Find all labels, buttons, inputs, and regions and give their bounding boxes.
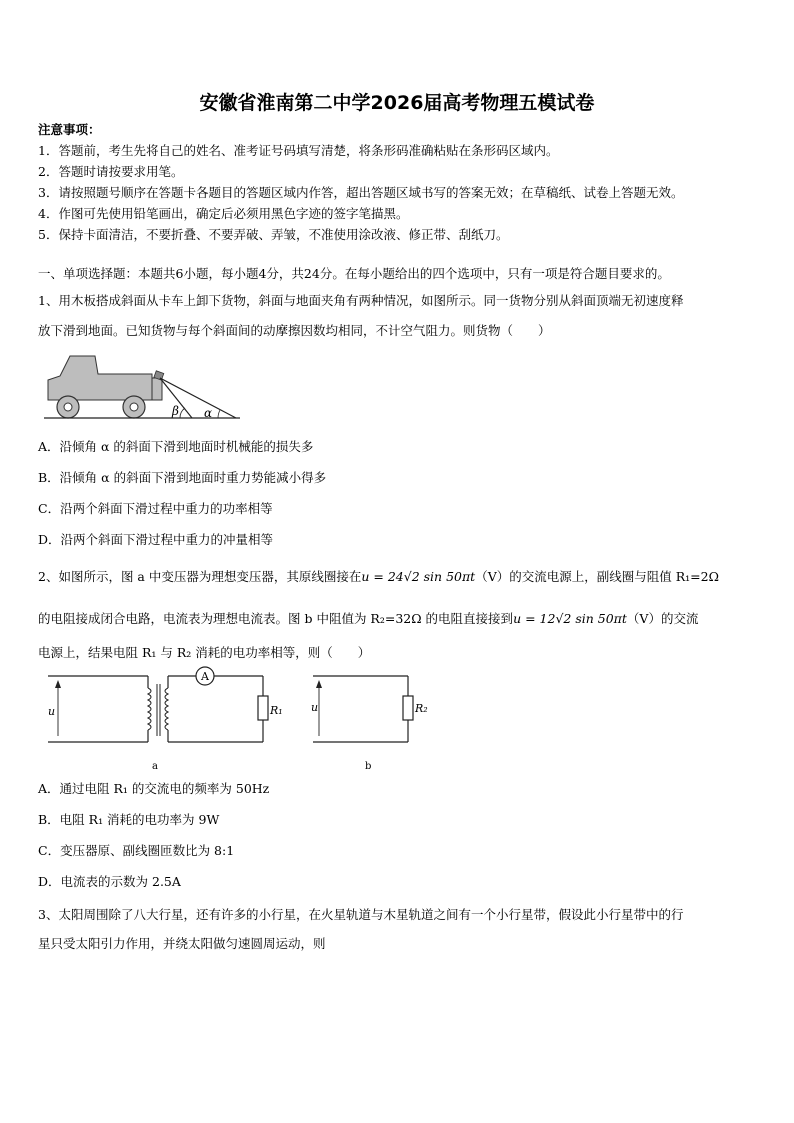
r1-label: R₁ (270, 704, 283, 717)
option-c: C．沿两个斜面下滑过程中重力的功率相等 (38, 501, 273, 516)
option-d: D．沿两个斜面下滑过程中重力的冲量相等 (38, 532, 274, 547)
truck-incline-figure (40, 352, 245, 424)
section-heading: 一、单项选择题：本题共6小题，每小题4分，共24分。在每小题给出的四个选项中，只有一项是符合题目要求的。 (38, 266, 670, 281)
figure-caption-b: b (365, 761, 372, 772)
notice-item: 4．作图可先使用铅笔画出，确定后必须用黑色字迹的签字笔描黑。 (38, 206, 409, 221)
question-1-stem: 1、用木板搭成斜面从卡车上卸下货物，斜面与地面夹角有两种情况，如图所示。同一货物分别从斜面顶端无初速度释 (38, 293, 684, 308)
question-2-stem: 电源上，结果电阻 R₁ 与 R₂ 消耗的电功率相等，则（ ） (38, 645, 371, 660)
voltage-label: u (311, 701, 319, 714)
r2-label: R₂ (415, 702, 428, 715)
figure-caption-a: a (152, 761, 158, 772)
ammeter-label: A (201, 670, 209, 683)
notice-heading: 注意事项： (38, 122, 101, 137)
notice-item: 3．请按照题号顺序在答题卡各题目的答题区域内作答，超出答题区域书写的答案无效；在草稿纸、试卷上答题无效。 (38, 185, 684, 200)
notice-item: 2．答题时请按要求用笔。 (38, 164, 184, 179)
voltage-label: u (48, 705, 56, 718)
notice-item: 1．答题前，考生先将自己的姓名、准考证号码填写清楚，将条形码准确粘贴在条形码区域内。 (38, 143, 559, 158)
question-2-stem (38, 569, 719, 585)
resistor-circuit-figure (305, 668, 445, 772)
voltage-formula: u = 24√2 sin 50πt (361, 569, 476, 584)
question-2-stem (38, 611, 698, 627)
question-3-stem: 3、太阳周围除了八大行星，还有许多的小行星，在火星轨道与木星轨道之间有一个小行星带，假设此小行星带中的行 (38, 907, 684, 922)
stem-text: 的电阻接成闭合电路，电流表为理想电流表。图 b 中阻值为 R₂=32Ω 的电阻直接接到 (38, 611, 514, 626)
stem-text: （V）的交流电源上，副线圈与阻值 R₁=2Ω (475, 569, 719, 584)
stem-text: 2、如图所示，图 a 中变压器为理想变压器，其原线圈接在 (38, 569, 362, 584)
option-b: B．沿倾角 α 的斜面下滑到地面时重力势能减小得多 (38, 470, 327, 485)
beta-label: β (172, 404, 179, 418)
question-1-stem: 放下滑到地面。已知货物与每个斜面间的动摩擦因数均相同，不计空气阻力。则货物（ ） (38, 323, 551, 338)
option-c: C．变压器原、副线圈匝数比为 8:1 (38, 843, 235, 858)
page-title: 安徽省淮南第二中学2026届高考物理五模试卷 (199, 92, 595, 114)
notice-item: 5．保持卡面清洁，不要折叠、不要弄破、弄皱，不准使用涂改液、修正带、刮纸刀。 (38, 227, 509, 242)
option-a: A．通过电阻 R₁ 的交流电的频率为 50Hz (38, 781, 270, 796)
voltage-formula: u = 12√2 sin 50πt (513, 611, 627, 626)
transformer-circuit-figure (40, 668, 283, 772)
alpha-label: α (204, 406, 213, 420)
stem-text: （V）的交流 (626, 611, 699, 626)
option-d: D．电流表的示数为 2.5A (38, 874, 181, 889)
option-b: B．电阻 R₁ 消耗的电功率为 9W (38, 812, 220, 827)
question-3-stem: 星只受太阳引力作用，并绕太阳做匀速圆周运动，则 (38, 936, 326, 951)
option-a: A．沿倾角 α 的斜面下滑到地面时机械能的损失多 (38, 439, 314, 454)
